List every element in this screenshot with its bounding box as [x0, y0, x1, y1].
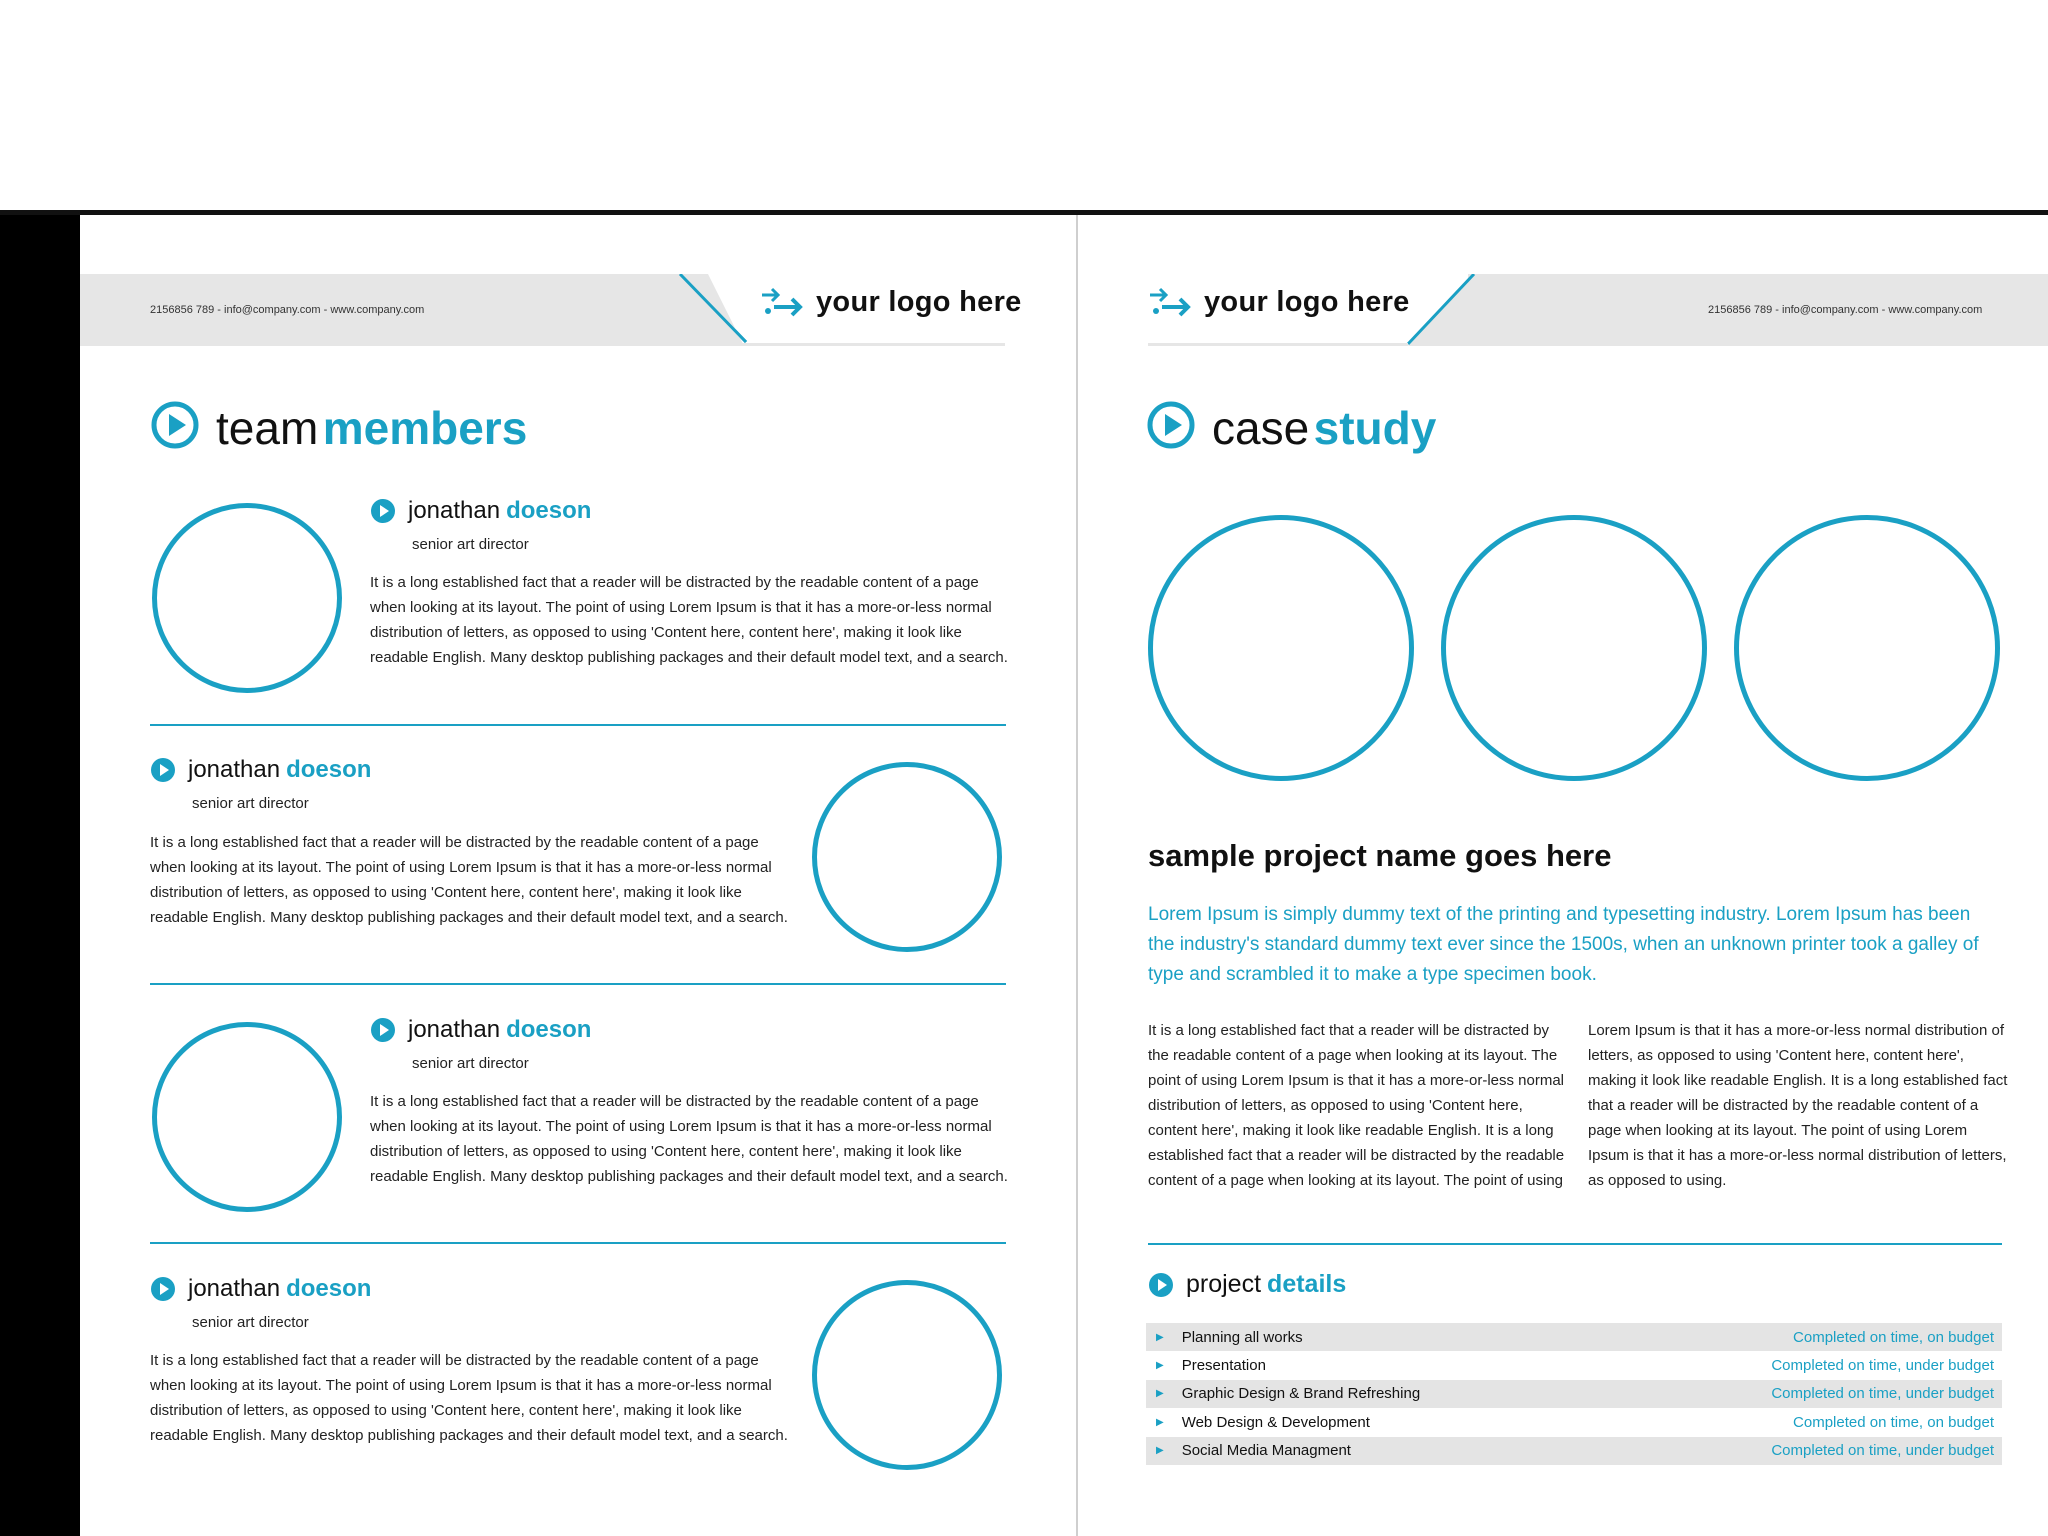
project-lead: Lorem Ipsum is simply dummy text of the printing and typesetting industry. Lorem Ipsum has been the industry's standard dummy text ever since the 1500s, when an unknown printer took a galley of type and scrambled it to make a type specimen book.	[1148, 904, 1979, 985]
avatar	[812, 1280, 1002, 1470]
member-name: jonathan doeson	[150, 1275, 371, 1303]
details-row	[1146, 1437, 2002, 1465]
details-row	[1146, 1351, 2002, 1379]
details-status: Completed on time, under budget	[1771, 1442, 1994, 1460]
member-bio: It is a long established fact that a reader will be distracted by the readable content of a page when looking at its layout. The point of using Lorem Ipsum is that it has a more-or-less normal distribution of letters, as opposed to using 'Content here, content here', making it look like readable English. Many desktop publishing packages and their default model text, and a search.	[370, 1093, 1008, 1185]
divider	[150, 983, 1006, 985]
details-task: Planning all works	[1181, 1328, 1303, 1346]
section-title-team	[150, 400, 527, 455]
section-title-case-study	[1146, 400, 1436, 455]
header-contact: 2156856 789 - info@company.com - www.company.com	[1708, 304, 1983, 316]
details-status: Completed on time, on budget	[1793, 1328, 1994, 1346]
top-margin	[0, 0, 2048, 210]
avatar	[812, 762, 1002, 952]
section-title-bold: study	[1313, 401, 1437, 454]
details-task: Graphic Design & Brand Refreshing	[1181, 1385, 1421, 1403]
play-circle-icon	[150, 400, 200, 455]
triangle-bullet-icon: ▶	[1156, 1388, 1164, 1400]
project-details-table	[1146, 1323, 2002, 1465]
logo	[1148, 282, 1410, 322]
header-contact: 2156856 789 - info@company.com - www.company.com	[150, 304, 425, 316]
play-circle-icon	[1146, 400, 1196, 455]
logo	[760, 282, 1022, 322]
divider	[150, 1242, 1006, 1244]
avatar	[152, 503, 342, 693]
member-role: senior art director	[412, 1055, 529, 1072]
member-bio: It is a long established fact that a reader will be distracted by the readable content of a page when looking at its layout. The point of using Lorem Ipsum is that it has a more-or-less normal distribution of letters, as opposed to using 'Content here, content here', making it look like readable English. Many desktop publishing packages and their default model text, and a search.	[150, 834, 788, 926]
details-task: Presentation	[1181, 1357, 1266, 1375]
member-name: jonathan doeson	[150, 756, 371, 784]
member-role: senior art director	[412, 536, 529, 553]
details-row	[1146, 1408, 2002, 1436]
double-arrow-icon	[1148, 285, 1194, 319]
section-title-project-details: project details	[1148, 1270, 1346, 1299]
divider	[150, 724, 1006, 726]
details-task: Web Design & Development	[1181, 1413, 1370, 1431]
member-role: senior art director	[192, 1314, 309, 1331]
play-circle-icon	[370, 1017, 396, 1043]
text-column-right: Lorem Ipsum is that it has a more-or-less normal distribution of letters, as opposed to using 'Content here, content here', making it look like readable English. It is a long established fact that a reader will be distracted by the readable content of a page when looking at its layout. The point of using Lorem Ipsum is that it has a more-or-less normal distribution of letters, as opposed to using.	[1588, 1022, 2008, 1189]
avatar	[152, 1022, 342, 1212]
play-circle-icon	[1148, 1272, 1174, 1298]
details-task: Social Media Managment	[1181, 1442, 1351, 1460]
play-circle-icon	[150, 1276, 176, 1302]
project-title: sample project name goes here	[1148, 838, 1612, 873]
triangle-bullet-icon: ▶	[1156, 1445, 1164, 1457]
member-bio: It is a long established fact that a reader will be distracted by the readable content of a page when looking at its layout. The point of using Lorem Ipsum is that it has a more-or-less normal distribution of letters, as opposed to using 'Content here, content here', making it look like readable English. Many desktop publishing packages and their default model text, and a search.	[150, 1352, 788, 1444]
details-row	[1146, 1380, 2002, 1408]
details-status: Completed on time, under budget	[1771, 1357, 1994, 1375]
triangle-bullet-icon: ▶	[1156, 1416, 1164, 1428]
triangle-bullet-icon: ▶	[1156, 1360, 1164, 1372]
divider	[1148, 1243, 2002, 1245]
header-slash	[1400, 274, 1480, 346]
details-row	[1146, 1323, 2002, 1351]
case-image	[1441, 515, 1707, 781]
member-name: jonathan doeson	[370, 1016, 591, 1044]
double-arrow-icon	[760, 285, 806, 319]
section-title-bold: members	[322, 401, 528, 454]
header-slash	[676, 274, 756, 346]
logo-text: your logo here	[816, 285, 1022, 318]
page-fold	[1076, 215, 1078, 1536]
header-underline	[740, 343, 1005, 346]
section-title-light: team	[216, 401, 319, 454]
left-shadow	[0, 215, 80, 1536]
details-status: Completed on time, under budget	[1771, 1385, 1994, 1403]
details-status: Completed on time, on budget	[1793, 1413, 1994, 1431]
member-role: senior art director	[192, 795, 309, 812]
triangle-bullet-icon: ▶	[1156, 1331, 1164, 1343]
header-underline	[1148, 343, 1408, 346]
member-bio: It is a long established fact that a reader will be distracted by the readable content of a page when looking at its layout. The point of using Lorem Ipsum is that it has a more-or-less normal distribution of letters, as opposed to using 'Content here, content here', making it look like readable English. Many desktop publishing packages and their default model text, and a search.	[370, 574, 1008, 666]
case-image	[1734, 515, 2000, 781]
play-circle-icon	[370, 498, 396, 524]
text-column-left: It is a long established fact that a reader will be distracted by the readable content of a page when looking at its layout. The point of using Lorem Ipsum is that it has a more-or-less normal distribution of letters, as opposed to using 'Content here, content here', making it look like readable English. It is a long established fact that a reader will be distracted by the readable content of a page when looking at its layout. The point of using	[1148, 1022, 1565, 1189]
member-name: jonathan doeson	[370, 497, 591, 525]
case-image	[1148, 515, 1414, 781]
logo-text: your logo here	[1204, 285, 1410, 318]
play-circle-icon	[150, 757, 176, 783]
section-title-light: case	[1212, 401, 1310, 454]
